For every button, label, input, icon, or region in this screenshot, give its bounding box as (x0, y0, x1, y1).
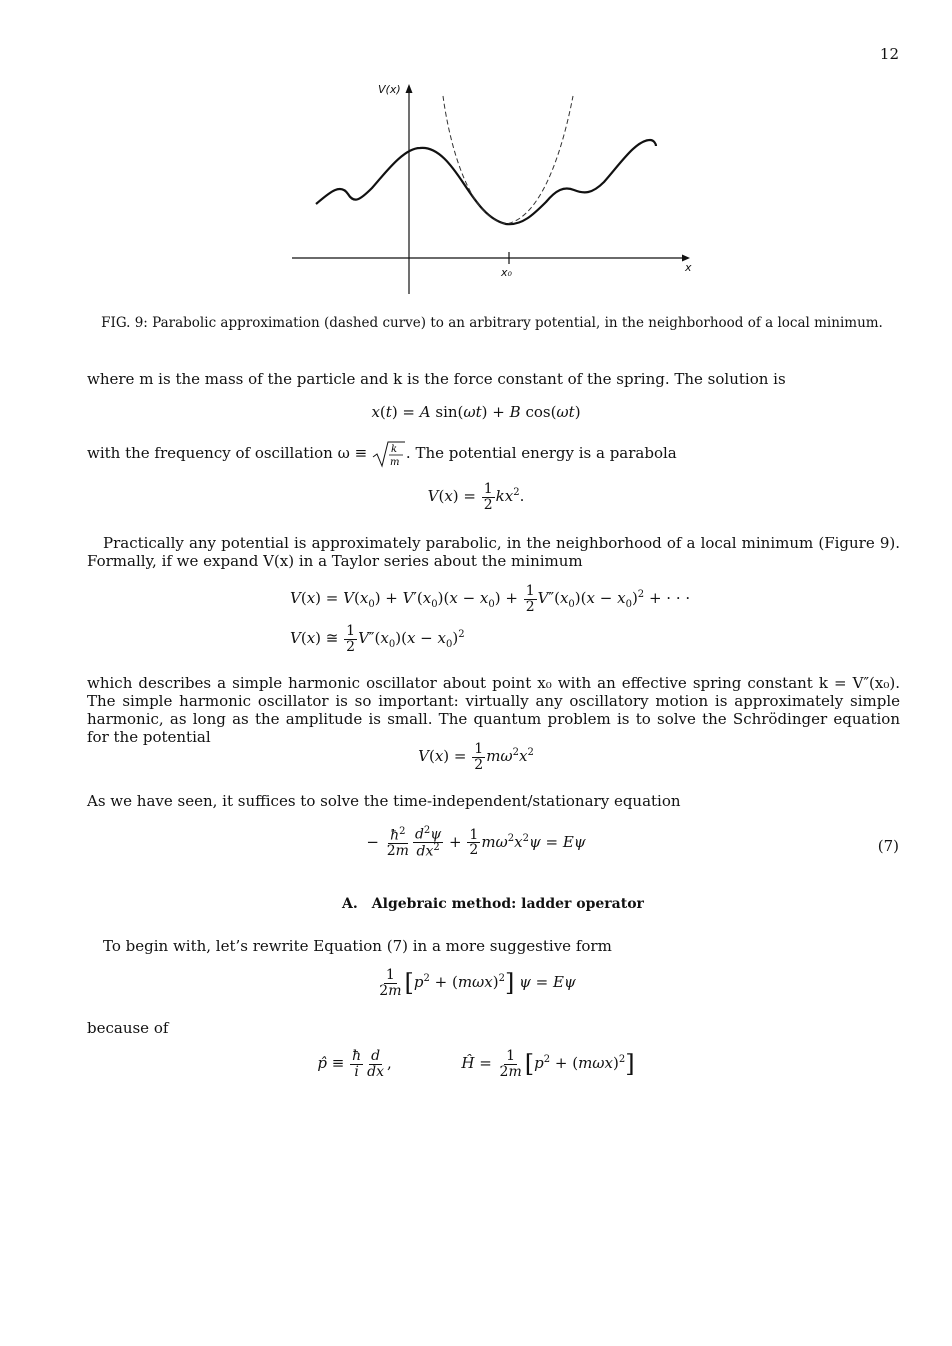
equation-potential: V(x) = $\frac{1}{2}$ $m\omega^2x^2$ (418, 741, 534, 773)
equation-parabola: V(x) = $\frac{1}{2}$ $kx^2$. (427, 481, 525, 513)
equation-taylor-approx: V(x) ≅ $\frac{1}{2}$ $V''(x_0)(x - x_0)^2$ (290, 623, 465, 655)
frequency-text-prefix: with the frequency of oscillation ω ≡ (87, 444, 368, 462)
page-number: 12 (879, 45, 899, 63)
svg-text:m: m (389, 457, 400, 468)
equation-operators: p̂ ≡ $\frac{ħ}{i}$ $\frac{d}{dx}$ , Ĥ = $\frac{1}{2m}$ $[p^2 + (m\omega x)^2]$ (317, 1048, 635, 1080)
svg-text:k: k (390, 444, 397, 455)
paragraph-stationary: As we have seen, it suffices to solve the time-independent/stationary equation (87, 792, 681, 810)
figure-caption: FIG. 9: Parabolic approximation (dashed curve) to an arbitrary potential, in the neighborhood of a local minimum. (101, 315, 883, 331)
equation-operator-form: $\frac{1}{2m}$ $[p^2 + (m\omega x)^2] \psi = E\psi$ (379, 967, 576, 999)
paragraph-taylor: Practically any potential is approximately parabolic, in the neighborhood of a local minimum (Figure 9). Formally, if we expand V(x) in a Taylor series about the minimum (87, 534, 900, 570)
sqrt-k-over-m (372, 440, 406, 468)
equation-number: (7) (877, 837, 899, 855)
equation-solution: x(t) = A sin(ωt) + B cos(ωt) (371, 403, 581, 421)
paragraph-because: because of (87, 1019, 169, 1037)
paragraph-rewrite: To begin with, let’s rewrite Equation (7) in a more suggestive form (103, 937, 612, 955)
paragraph-frequency (87, 440, 677, 468)
section-heading: A. Algebraic method: ladder operator (342, 896, 644, 912)
figure-potential-plot (280, 78, 720, 300)
x0-label: x₀ (501, 266, 512, 279)
x-axis-label: x (685, 261, 692, 274)
paragraph-mass-spring: where m is the mass of the particle and k is the force constant of the spring. The solution is (87, 370, 786, 388)
frequency-text-suffix: . The potential energy is a parabola (405, 444, 677, 462)
y-axis-label: V(x) (378, 83, 401, 96)
equation-taylor-expansion: $V(x) = V(x_0) + V'(x_0)(x - x_0)$ + $\frac{1}{2}$ $V''(x_0)(x - x_0)^2$ + · · · (290, 583, 691, 615)
equation-schrodinger: − $\frac{ħ^2}{2m}$ $\frac{d^2\psi}{dx^2}$ + $\frac{1}{2}$ $m\omega^2x^2\psi = E\psi$ (366, 825, 586, 860)
paragraph-harmonic: which describes a simple harmonic oscillator about point x₀ with an effective spring constant k = V″(x₀). The simple harmonic oscillator is so important: virtually any oscillatory motion is approximately simple harmonic, as long as the amplitude is small. The quantum problem is to solve the Schrödinger equation for the potential (87, 674, 900, 746)
